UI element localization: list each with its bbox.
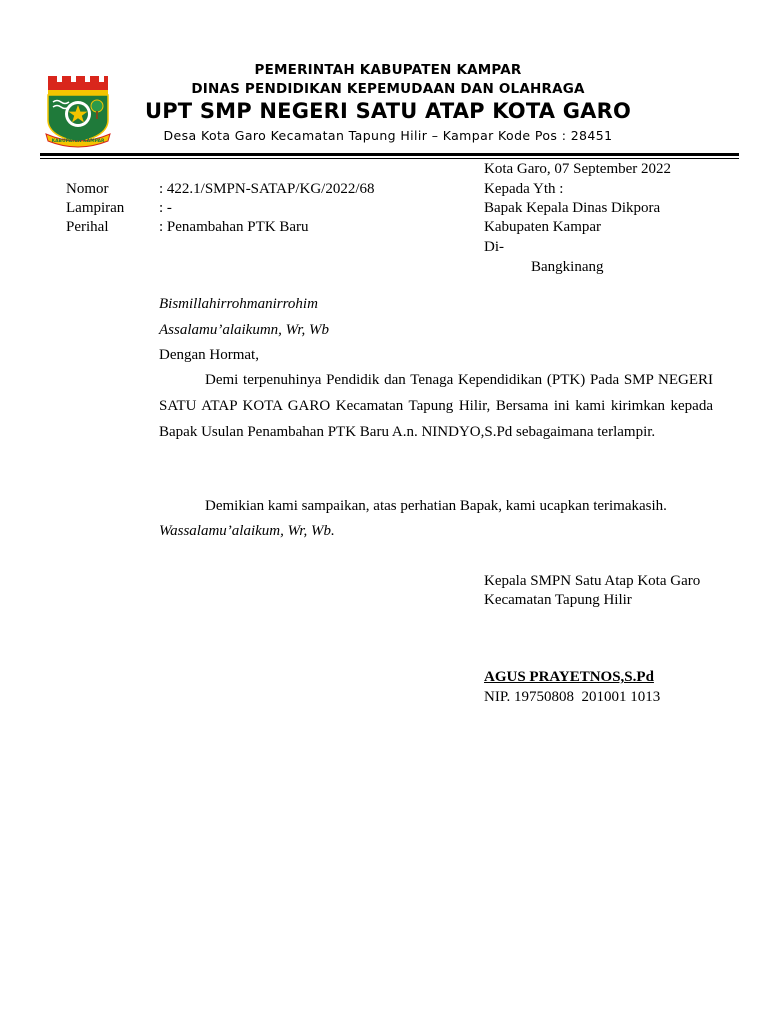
logo-ribbon-text: KABUPATEN KAMPAR: [51, 139, 105, 144]
greeting: Dengan Hormat,: [159, 347, 259, 363]
letterhead-school-name: UPT SMP NEGERI SATU ATAP KOTA GARO: [144, 99, 632, 123]
letter-date: Kota Garo, 07 September 2022: [484, 161, 672, 177]
nomor-label: Nomor: [66, 181, 109, 197]
recipient-region: Kabupaten Kampar: [484, 219, 602, 235]
letterhead-department: DINAS PENDIDIKAN KEPEMUDAAN DAN OLAHRAGA: [191, 81, 585, 97]
perihal-value: : Penambahan PTK Baru: [159, 219, 309, 235]
body-paragraph-1: Demi terpenuhinya Pendidik dan Tenaga Kependidikan (PTK) Pada SMP NEGERI SATU ATAP KOTA GARO Kecamatan Tapung Hilir, Bersama ini kami kirimkan kepada Bapak Usulan Penambahan PTK Baru A.n. NINDYO,S.Pd sebagaimana terlampir.: [159, 372, 713, 440]
signatory-name: AGUS PRAYETNOS,S.Pd: [484, 669, 654, 685]
opening-basmalah: Bismillahirrohmanirrohim: [159, 296, 318, 312]
recipient-name: Bapak Kepala Dinas Dikpora: [484, 200, 661, 216]
signatory-title: Kepala SMPN Satu Atap Kota Garo: [484, 573, 701, 589]
perihal-label: Perihal: [66, 219, 109, 235]
nomor-value: : 422.1/SMPN-SATAP/KG/2022/68: [159, 181, 375, 197]
opening-salam: Assalamu’alaikumn, Wr, Wb: [159, 322, 329, 338]
kabupaten-kampar-logo: [44, 74, 112, 148]
closing-salam: Wassalamu’alaikum, Wr, Wb.: [159, 523, 335, 539]
body-paragraph-2: Demikian kami sampaikan, atas perhatian Bapak, kami ucapkan terimakasih.: [205, 498, 667, 514]
letterhead-divider-thick: [40, 153, 739, 156]
letterhead-address: Desa Kota Garo Kecamatan Tapung Hilir – Kampar Kode Pos : 28451: [163, 128, 613, 143]
recipient-to: Kepada Yth :: [484, 181, 564, 197]
recipient-place: Bangkinang: [531, 259, 604, 275]
signatory-subtitle: Kecamatan Tapung Hilir: [484, 592, 632, 608]
recipient-di: Di-: [484, 239, 504, 255]
letterhead-divider-thin: [40, 158, 739, 159]
lampiran-label: Lampiran: [66, 200, 125, 216]
lampiran-value: : -: [159, 200, 172, 216]
letterhead-government: PEMERINTAH KABUPATEN KAMPAR: [254, 62, 522, 78]
signatory-nip: NIP. 19750808 201001 1013: [484, 689, 661, 705]
